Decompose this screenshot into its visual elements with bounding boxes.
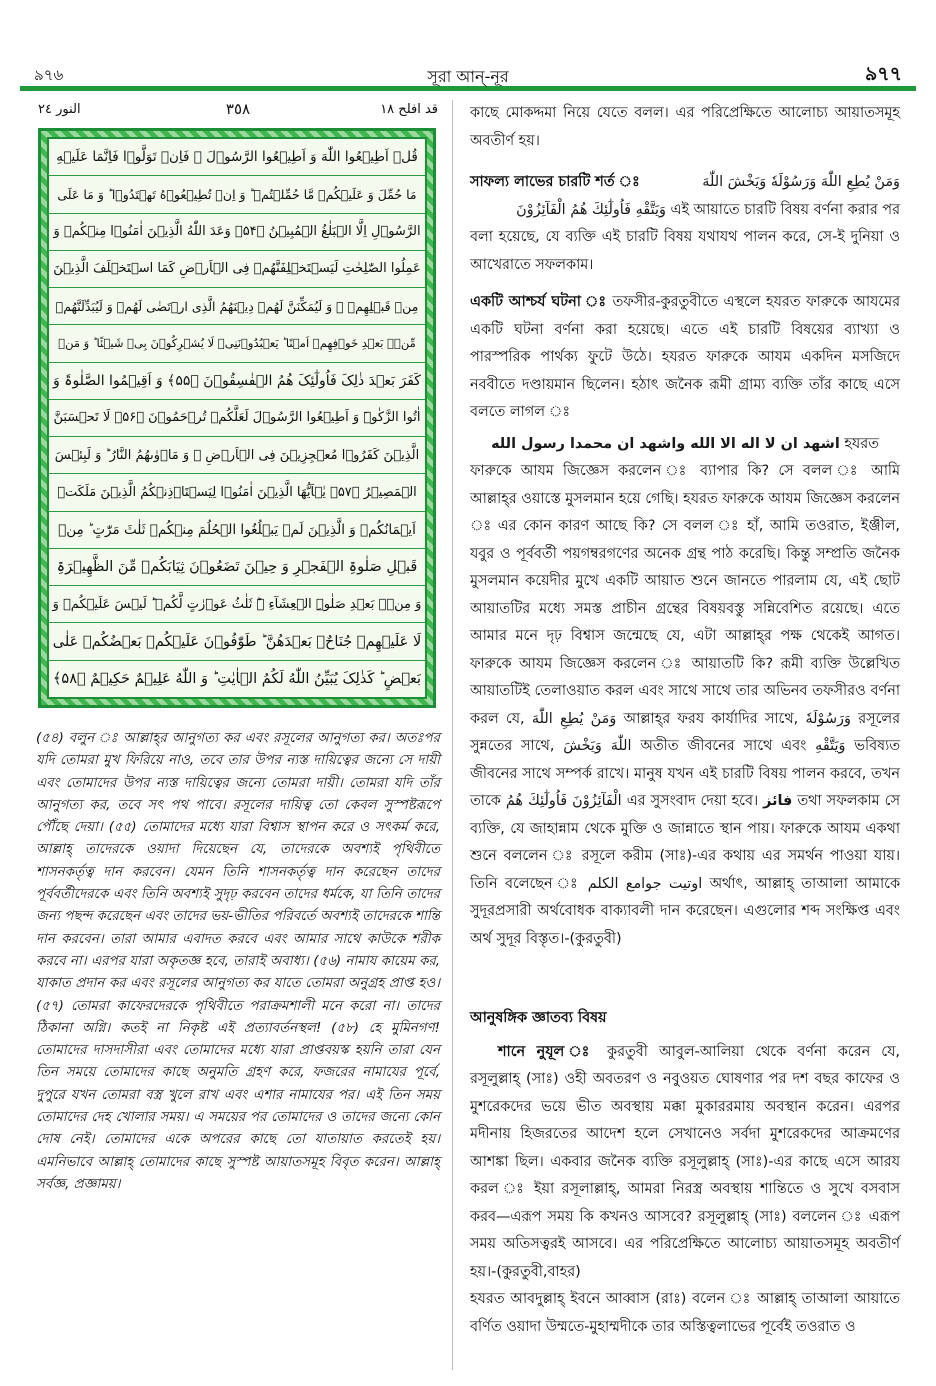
ar-warasulahu: وَرَسُوْلَهٗ <box>805 710 851 727</box>
ar-faiz: فائز <box>763 793 793 809</box>
quran-line: اٰتُوا الزَّکٰوۃَ وَ اَطِیۡعُوا الرَّسُوۡلَ لَعَلَّکُمۡ تُرۡحَمُوۡنَ ﴿۵۶﴾ لَا تَحۡسَبَنَّ <box>49 400 425 437</box>
incident-text: তফসীর-কুরতুবীতে এস্থলে হযরত ফারুকে আযমের একটি ঘটনা বর্ণনা করা হয়েছে। এতে এই চারটি বিষয়ের ব্যাখ্যা ও পারস্পরিক পার্থক্য ফুটে উঠে। হযরত ফারুকে আযম একদিন মসজিদে নববীতে দণ্ডায়মান ছিলেন। হঠাৎ জনৈক রূমী গ্রাম্য ব্যক্তি তাঁর কাছে এসে বলতে লাগল ঃ <box>470 294 900 420</box>
quran-page-number: ٣٥٨ <box>225 100 251 118</box>
related-section-title: আনুষঙ্গিক জ্ঞাতব্য বিষয় <box>470 1010 607 1026</box>
dialogue-text: ফারুকে আযম জিজ্ঞেস করলেন ঃ ব্যাপার কি? সে বলল ঃ আমি আল্লাহ্‌র ওয়াস্তে মুসলমান হয়ে গেছি। হযরত ফারুকে আযম জিজ্ঞেস করলেন ঃ এর কোন কারণ আছে কি? সে বলল ঃ হাঁ, আমি তওরাত, ইঞ্জীল, যবুর ও পূর্ববর্তী পয়গম্বরগণের অনেক গ্রন্থ পাঠ করেছি। কিন্তু সম্প্রতি জনৈক মুসলমান কয়েদীর মুখে একটি আয়াত শুনে জানতে পারলাম যে, এই ছোট আয়াতটির মধ্যে সমস্ত প্রাচীন গ্রন্থের বিষয়বস্তু সন্নিবেশিত রয়েছে। এতে আমার মনে দৃঢ় বিশ্বাস জন্মেছে যে, এটা আল্লাহ্‌র পক্ষ থেকেই আগত। ফারুকে আযম জিজ্ঞেস করলেন ঃ আয়াতটি কি? রূমী ব্যক্তি উল্লেখিত আয়াতটিই তেলাওয়াত করল এবং সাথে সাথে তার অভিনব তফসীরও বর্ণনা করল যে, <box>470 463 900 727</box>
conditions-text-a: এই আয়াতে চারটি বিষয় বর্ণনা করার পর <box>670 201 900 218</box>
quran-page-meta <box>38 100 438 122</box>
quran-line: مَا حُمِّلَ وَ عَلَیۡکُمۡ مَّا حُمِّلۡتُمۡ ؕ وَ اِنۡ تُطِیۡعُوۡهُ تَهۡتَدُوۡا ؕ وَ مَا عَلَی <box>49 176 425 213</box>
tafsir-7: অর্থাৎ, আল্লাহ্‌ তাআলা আমাকে সুদূরপ্রসারী অর্থবোধক বাক্যাবলী দান করেছেন। এগুলোর শব্দ সংক্ষিপ্ত এবং অর্থ সুদূর বিস্তৃত।-(কুরতুবী) <box>470 875 901 947</box>
tafsir-1: আল্লাহ্‌র ফরয কার্যাদির সাথে, <box>623 710 799 727</box>
shahada-line <box>470 431 900 459</box>
quran-line: الۡمَصِیۡرُ ﴿۵۷﴾ یٰۤاَیُّهَا الَّذِیۡنَ اٰمَنُوۡا لِیَسۡتَاۡذِنۡکُمُ الَّذِیۡنَ مَلَکَتۡ <box>49 474 425 511</box>
quran-juz-label: قد افلح ١٨ <box>380 102 438 117</box>
ar-faizun: الْفَآئِزُوْنَ <box>572 793 622 809</box>
quran-line: وَ مِنۡۢ بَعۡدِ صَلٰوۃِ الۡعِشَآءِ ۟ؕ ثَلٰثُ عَوۡرٰتٍ لَّکُمۡ ؕ لَیۡسَ عَلَیۡکُمۡ وَ <box>49 586 425 623</box>
final-text: হযরত আবদুল্লাহ্‌ ইবনে আব্বাস (রাঃ) বলেন ঃ আল্লাহ্‌ তাআলা আয়াতে বর্ণিত ওয়াদা উম্মতে-মুহাম্মদীকে তার অস্তিত্বলাভের পূর্বেই তওরাত ও <box>470 1291 900 1335</box>
conditions-text-b: বলা হয়েছে, যে ব্যক্তি এই চারটি বিষয় যথাযথ পালন করে, সে-ই দুনিয়া ও আখেরাতে সফলকাম। <box>470 229 900 273</box>
conditions-arabic-2: وَيَتَّقْهِ فَاُولٰٓئِكَ هُمُ الْفَآئِزُوْنَ <box>516 201 666 218</box>
quran-line: مِّنۡۢ بَعۡدِ خَوۡفِهِمۡ اَمۡنًا ؕ یَعۡبُدُوۡنَنِیۡ لَا یُشۡرِکُوۡنَ بِیۡ شَیۡئًا ؕ وَ مَنۡ <box>49 325 425 362</box>
quran-text-panel <box>47 137 427 699</box>
incident-paragraph <box>470 289 900 427</box>
quran-text-frame <box>38 128 436 708</box>
tafsir-4: ভবিষ্যত জীবনের সাথে সম্পর্ক রাখে। মানুষ যখন এই চারটি বিষয় পালন করবে, তখন তাকে <box>470 738 901 809</box>
quran-line: اَیۡمَانُکُمۡ وَ الَّذِیۡنَ لَمۡ یَبۡلُغُوا الۡحُلُمَ مِنۡکُمۡ ثَلٰثَ مَرّٰتٍ ؕ مِنۡ <box>49 512 425 549</box>
shane-nuzul-text: কুরতুবী আবুল-আলিয়া থেকে বর্ণনা করেন যে, রসূলুল্লাহ্‌ (সাঃ) ওহী অবতরণ ও নবুওয়ত ঘোষণার পর দশ বছর কাফের ও মুশরেকদের ভয়ে ভীত অবস্থায় মক্কা মুকাররমায় অবস্থান করেন। এরপর মদীনায় হিজরতের আদেশ হলে সেখানেও সর্বদা মুশরেকদের আক্রমণের আশঙ্কা ছিল। একবার জনৈক ব্যক্তি রসূলুল্লাহ্‌ (সাঃ)-এর কাছে এসে আরয করল ঃ ইয়া রসূলাল্লাহ্‌, আমরা নিরস্ত্র অবস্থায় শান্তিতে ও সুখে বসবাস করব—এরূপ সময় কি কখনও আসবে? রসূলুল্লাহ্‌ (সাঃ) বললেন ঃ এরূপ সময় অতিসত্বরই আসবে। এর পরিপ্রেক্ষিতে আলোচ্য আয়াতসমূহ অবতীর্ণ হয়।-(কুরতুবী,বাহর) <box>470 1043 901 1280</box>
quran-line: قُلۡ اَطِیۡعُوا اللّٰهَ وَ اَطِیۡعُوا الرَّسُوۡلَ ۚ فَاِنۡ تَوَلَّوۡا فَاِنَّمَا عَلَیۡهِ <box>49 139 425 176</box>
commentary-column <box>470 100 900 1341</box>
commentary-intro: কাছে মোকদ্দমা নিয়ে যেতে বলল। এর পরিপ্রেক্ষিতে আলোচ্য আয়াতসমূহ অবতীর্ণ হয়। <box>470 105 900 149</box>
conditions-heading: সাফল্য লাভের চারটি শর্ত ঃ <box>470 174 640 190</box>
ar-allah: اللّٰهَ <box>610 738 632 754</box>
left-page-number: ৯৭৬ <box>34 66 64 84</box>
conditions-heading-row <box>470 169 900 197</box>
shane-nuzul-paragraph <box>470 1039 900 1287</box>
shane-nuzul-heading: শানে নুযূল ঃ <box>498 1043 596 1060</box>
dialogue-paragraph <box>470 458 900 953</box>
quran-line: مِنۡ قَبۡلِهِمۡ ۪ وَ لَیُمَکِّنَنَّ لَهُمۡ دِیۡنَهُمُ الَّذِی ارۡتَضٰی لَهُمۡ وَ لَیُبَدِّلَنَّهُمۡ <box>49 288 425 325</box>
ar-faulaika: فَاُولٰٓئِكَ هُمُ <box>505 793 568 809</box>
incident-heading: একটি আশ্চর্য ঘটনা ঃ <box>470 294 607 310</box>
ar-yakhsha: وَيَخْشَ <box>563 738 602 754</box>
ar-jawami: اوتيت جوامع الكلم <box>587 875 703 892</box>
ar-yutiillah: وَمَنْ يُطِعِ اللّٰهَ <box>531 710 617 727</box>
translation-block <box>36 728 440 1196</box>
tafsir-3: অতীত জীবনের সাথে এবং <box>640 738 807 754</box>
column-divider <box>452 100 453 1370</box>
conditions-line <box>470 197 900 225</box>
quran-line: عَمِلُوا الصّٰلِحٰتِ لَیَسۡتَخۡلِفَنَّهُمۡ فِی الۡاَرۡضِ کَمَا اسۡتَخۡلَفَ الَّذِیۡنَ <box>49 251 425 288</box>
quran-line: بَعۡضٍ ؕ کَذٰلِکَ یُبَیِّنُ اللّٰهُ لَکُمُ الۡاٰیٰتِ ؕ وَ اللّٰهُ عَلِیۡمٌ حَکِیۡمٌ ﴿۵۸﴾ <box>52 670 422 687</box>
quran-line: الرَّسُوۡلِ اِلَّا الۡبَلٰغُ الۡمُبِیۡنُ ﴿۵۴﴾ وَعَدَ اللّٰهُ الَّذِیۡنَ اٰمَنُوۡا مِنۡکُمۡ وَ <box>49 214 425 251</box>
tafsir-6: তথা সফলকাম সে ব্যক্তি, যে জাহান্নাম থেকে মুক্তি ও জান্নাতে স্থান পায়। ফারুকে আযম একথা শুনে বললেন ঃ রসূলে করীম (সাঃ)-এর কথায় এর সমর্থন পাওয়া যায়। তিনি বলেছেন ঃ <box>470 793 901 892</box>
quran-line: قَبۡلِ صَلٰوۃِ الۡفَجۡرِ وَ حِیۡنَ تَضَعُوۡنَ ثِیَابَکُمۡ مِّنَ الظَّهِیۡرَۃِ <box>49 549 425 586</box>
quran-line: الَّذِیۡنَ کَفَرُوۡا مُعۡجِزِیۡنَ فِی الۡاَرۡضِ ۚ وَ مَاۡوٰىهُمُ النَّارُ ؕ وَ لَبِئۡسَ <box>49 437 425 474</box>
ar-yattaqhi: وَيَتَّقْهِ <box>815 738 846 754</box>
quran-line: کَفَرَ بَعۡدَ ذٰلِکَ فَاُولٰٓئِکَ هُمُ الۡفٰسِقُوۡنَ ﴿۵۵﴾ وَ اَقِیۡمُوا الصَّلٰوۃَ وَ <box>49 363 425 400</box>
tafsir-5: এর সুসংবাদ দেয়া হবে। <box>626 793 759 809</box>
surah-running-title: সূরা আন্‌-নূর <box>427 67 509 86</box>
quran-line: لَا عَلَیۡهِمۡ جُنَاحٌۢ بَعۡدَهُنَّ ؕ طَوّٰفُوۡنَ عَلَیۡکُمۡ بَعۡضُکُمۡ عَلٰی <box>49 623 425 660</box>
shahada-arabic: اشهد ان لا اله الا الله واشهد ان محمدا رسول الله <box>491 435 840 452</box>
shahada-after: হযরত <box>844 435 879 452</box>
page-header <box>20 62 916 91</box>
tafsir-2: রসূলের সুন্নতের সাথে, <box>470 710 901 754</box>
conditions-arabic-1: وَمَنْ يُطِعِ اللّٰهَ وَرَسُوْلَهٗ وَيَخْشَ اللّٰهَ <box>702 174 900 190</box>
translation-text: (৫৪) বলুন ঃ আল্লাহ্‌র আনুগত্য কর এবং রসূলের আনুগত্য কর। অতঃপর যদি তোমরা মুখ ফিরিয়ে নাও, তবে তার উপর ন্যস্ত দায়িত্বের জন্যে সে দায়ী এবং তোমাদের উপর ন্যস্ত দায়িত্বের জন্যে তোমরা দায়ী। তোমরা যদি তাঁর আনুগত্য কর, তবে সৎ পথ পাবে। রসূলের দায়িত্ব তো কেবল সুস্পষ্টরূপে পৌঁছে দেয়া। (৫৫) তোমাদের মধ্যে যারা বিশ্বাস স্থাপন করে ও সৎকর্ম করে, আল্লাহ্‌ তাদেরকে ওয়াদা দিয়েছেন যে, তাদেরকে অবশ্যই পৃথিবীতে শাসনকর্তৃত্ব দান করবেন। যেমন তিনি শাসনকর্তৃত্ব দান করেছেন তাদের পূর্ববর্তীদেরকে এবং তিনি অবশ্যই সুদৃঢ় করবেন তাদের ধর্মকে, যা তিনি তাদের জন্য পছন্দ করেছেন এবং তাদের ভয়-ভীতির পরিবর্তে অবশ্যই তাদেরকে শান্তি দান করবেন। তারা আমার এবাদত করবে এবং আমার সাথে কাউকে শরীক করবে না। এরপর যারা অকৃতজ্ঞ হবে, তারাই অবাধ্য। (৫৬) নামায কায়েম কর, যাকাত প্রদান কর এবং রসূলের আনুগত্য কর যাতে তোমরা অনুগ্রহ প্রাপ্ত হও। (৫৭) তোমরা কাফেরদেরকে পৃথিবীতে পরাক্রমশালী মনে করো না। তাদের ঠিকানা অগ্নি। কতই না নিকৃষ্ট এই প্রত্যাবর্তনস্থল! (৫৮) হে মুমিনগণ! তোমাদের দাসদাসীরা এবং তোমাদের মধ্যে যারা প্রাপ্তবয়স্ক হয়নি তারা যেন তিন সময়ে তোমাদের কাছে অনুমতি গ্রহণ করে, ফজরের নামাযের পূর্বে, দুপুরে যখন তোমরা বস্ত্র খুলে রাখ এবং এশার নামাযের পর। এই তিন সময় তোমাদের দেহ খোলার সময়। এ সময়ের পর তোমাদের ও তাদের জন্যে কোন দোষ নেই। তোমাদের একে অপরের কাছে তো যাতায়াত করতেই হয়। এমনিভাবে আল্লাহ্‌ তোমাদের কাছে সুস্পষ্ট আয়াতসমূহ বিবৃত করেন। আল্লাহ্‌ সর্বজ্ঞ, প্রজ্ঞাময়। <box>36 731 440 1192</box>
right-page-number: ৯৭৭ <box>864 63 902 85</box>
quran-surah-label: النور ٢٤ <box>38 102 81 117</box>
